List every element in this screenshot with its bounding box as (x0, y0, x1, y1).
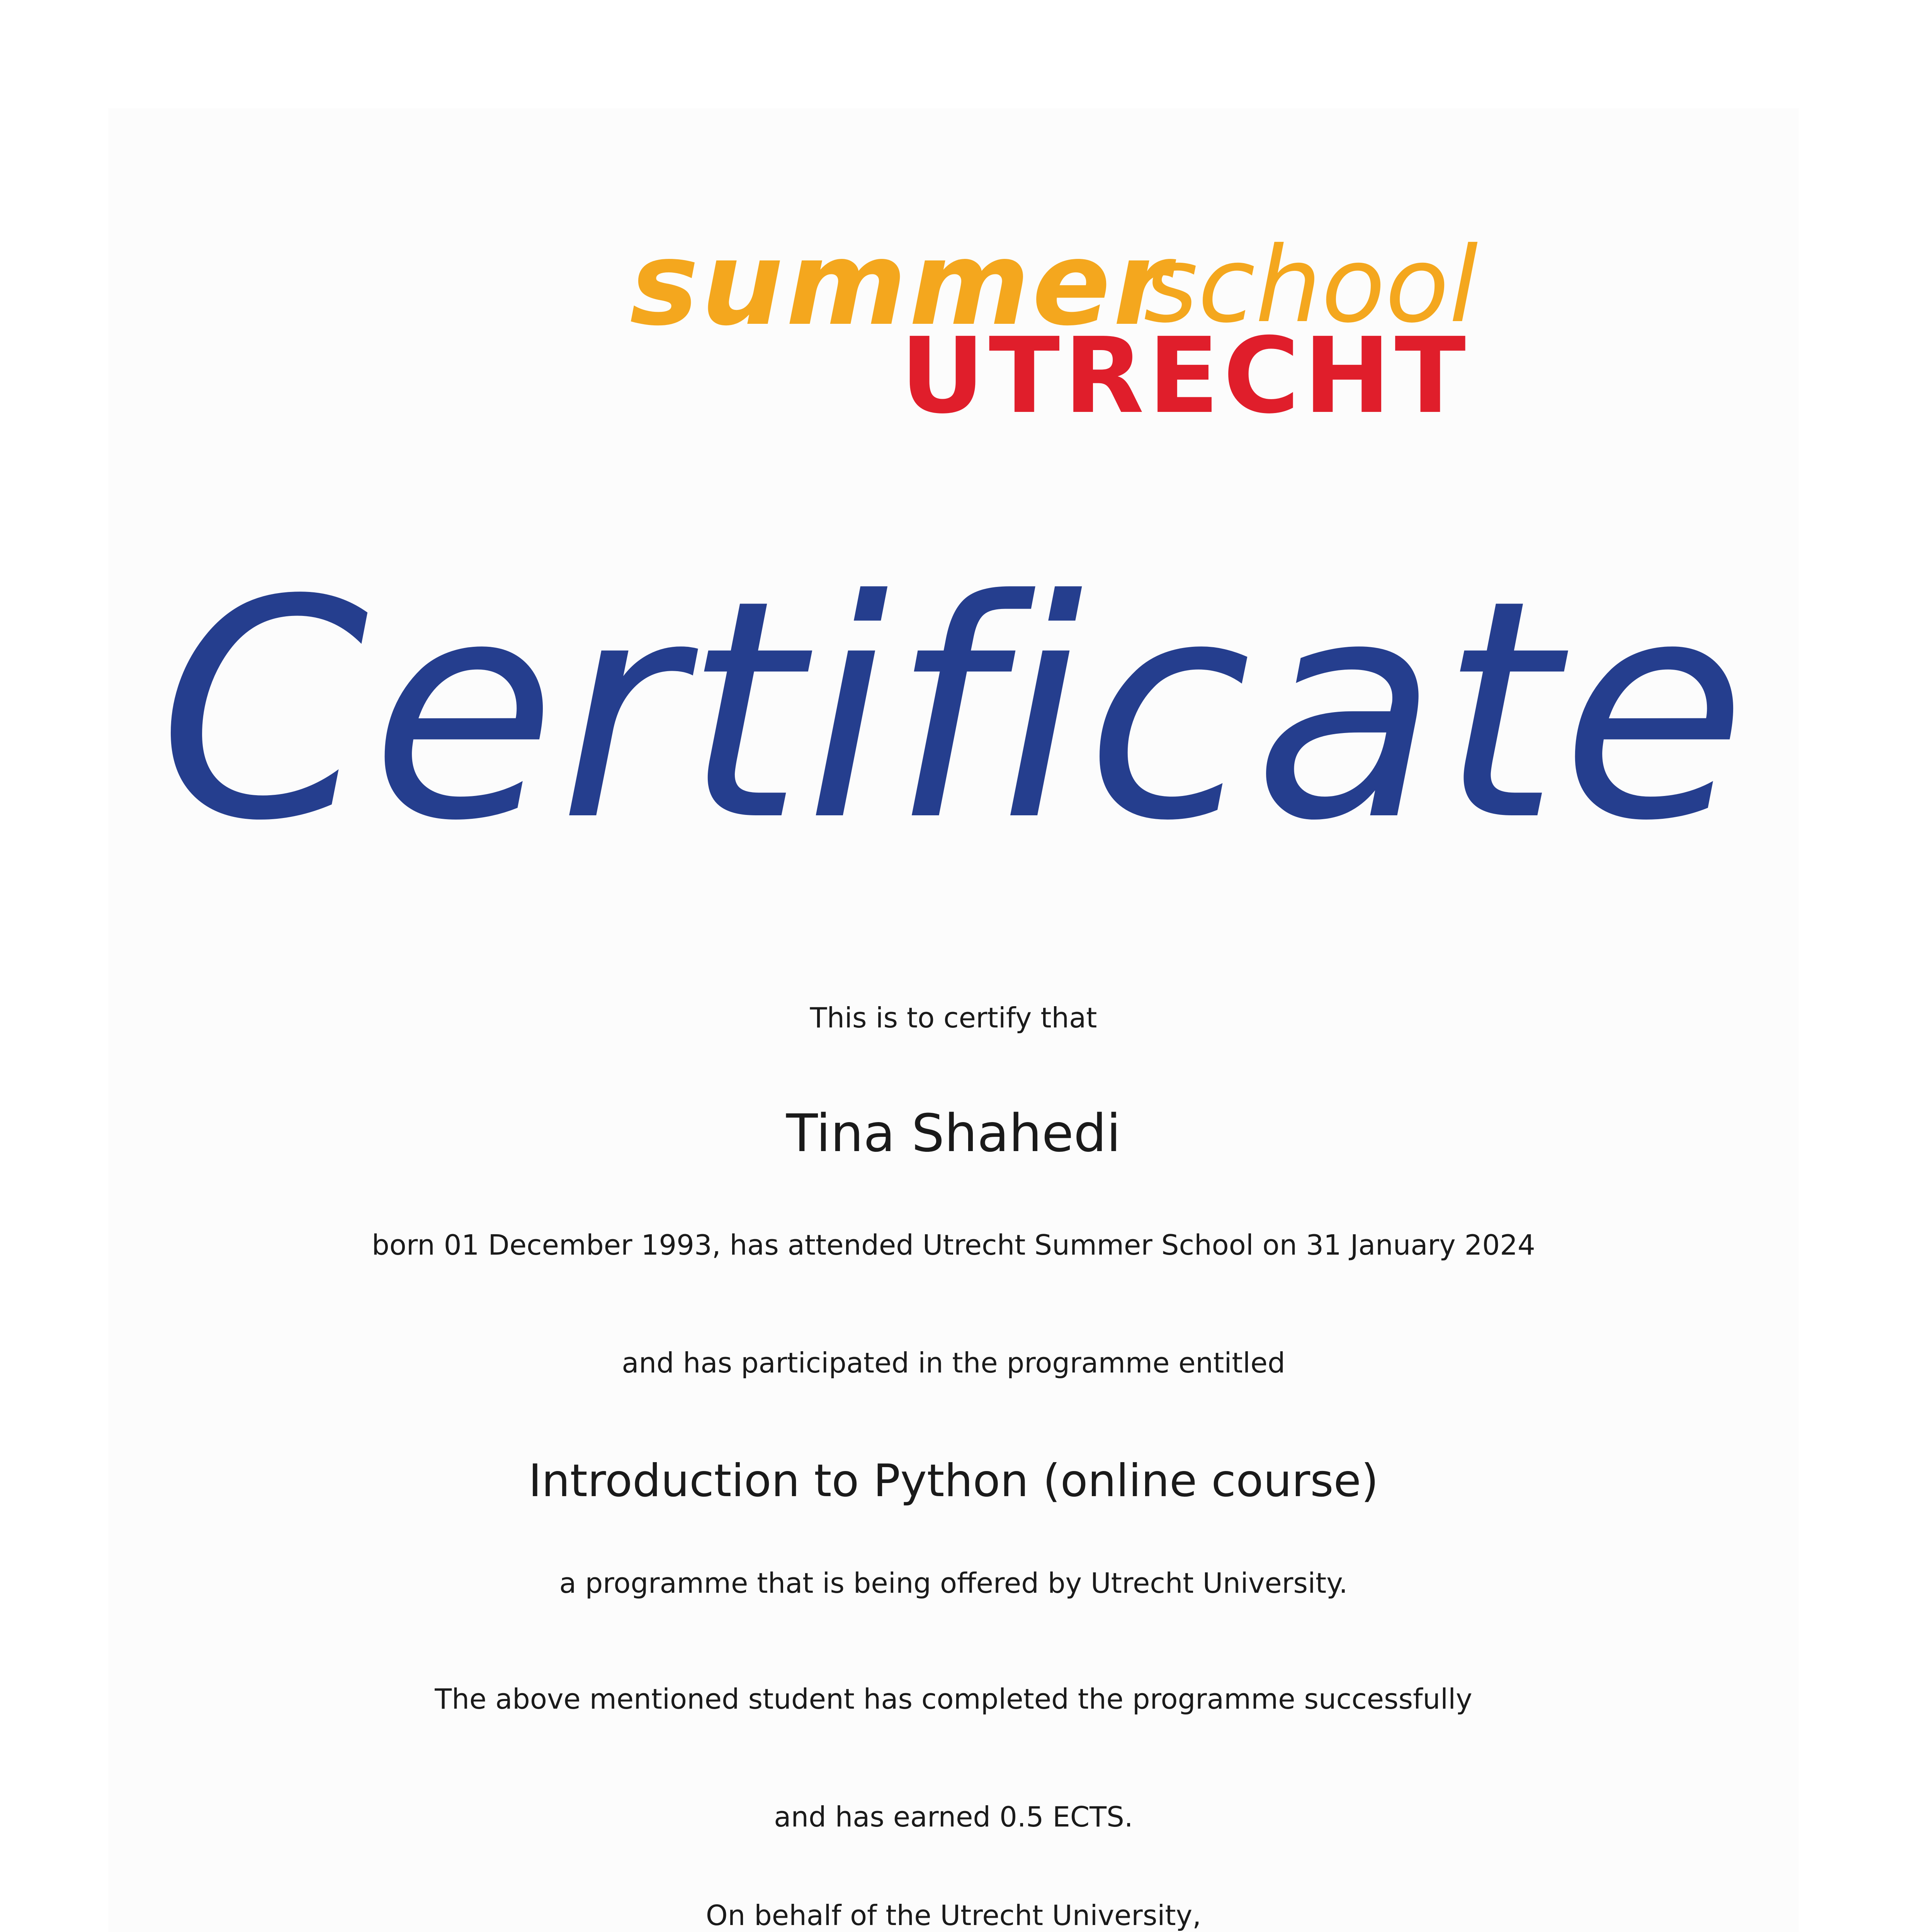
ects-line: and has earned 0.5 ECTS. (774, 1801, 1133, 1833)
offered-line: a programme that is being offered by Utrecht University. (559, 1567, 1348, 1599)
completed-line: The above mentioned student has completed the programme successfully (435, 1683, 1472, 1715)
born-attended-line: born 01 December 1993, has attended Utrecht Summer School on 31 January 2024 (372, 1229, 1535, 1261)
participated-line: and has participated in the programme entitled (622, 1347, 1285, 1379)
logo-utrecht-text: UTRECHT (900, 315, 1470, 437)
logo-summer-text: summer (630, 216, 1173, 351)
certificate-title: Certificate (158, 536, 1749, 886)
behalf-line: On behalf of the Utrecht University, (705, 1899, 1202, 1932)
recipient-name: Tina Shahedi (786, 1103, 1121, 1163)
programme-title: Introduction to Python (online course) (528, 1455, 1379, 1507)
logo-school-text: school (1144, 224, 1478, 346)
certify-line: This is to certify that (810, 1002, 1097, 1034)
